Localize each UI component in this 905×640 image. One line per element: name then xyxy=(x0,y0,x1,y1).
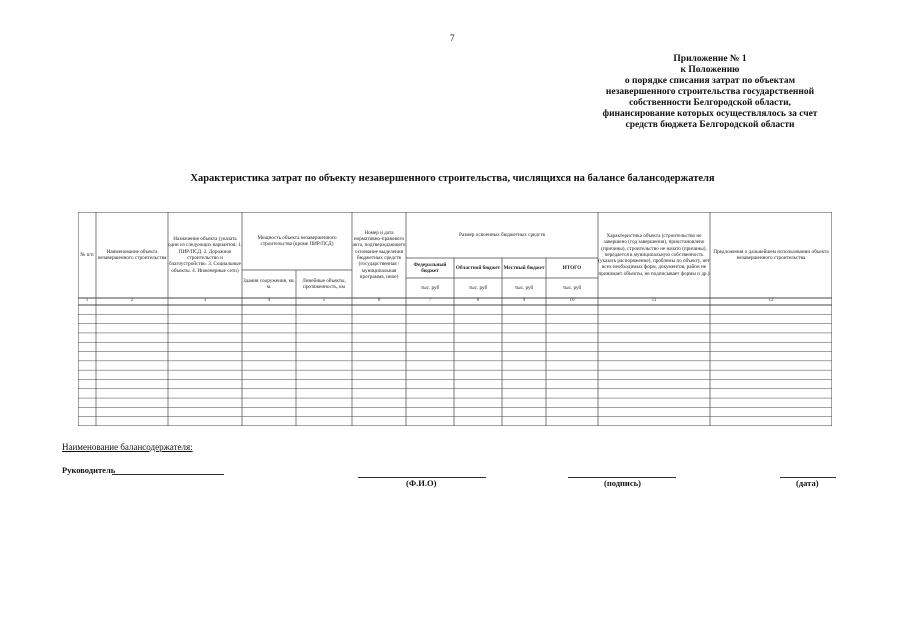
head-label: Руководитель xyxy=(62,465,116,475)
appendix-line: Приложение № 1 xyxy=(673,54,747,64)
column-number-1: 1 xyxy=(85,298,89,304)
header-capacity: Мощность объекта незавершенного строительства (кроме ПИР/ПСД) xyxy=(257,234,337,247)
header-local-budget: Местный бюджет xyxy=(503,264,545,271)
column-number-5: 5 xyxy=(322,298,326,304)
column-number-8: 8 xyxy=(476,298,480,304)
appendix-line: о порядке списания затрат по объектам xyxy=(624,76,796,86)
header-object-type: Назначение объекта (указать один из следующих вариантов: 1. ПИР/ПСД. 2. Дорожное строительство и благоустройство. 3. Социальные объекты. 4. Инженерные сети) xyxy=(168,236,242,274)
column-number-3: 3 xyxy=(203,298,207,304)
balance-holder-label: Наименование балансодержателя: xyxy=(62,442,193,452)
appendix-line: финансирование которых осуществлялось за счет xyxy=(602,109,818,119)
document-title: Характеристика затрат по объекту незавершенного строительства, числящихся на балансе балансодержателя xyxy=(190,173,715,184)
header-legal-act: Номер и дата нормативно-правового акта, подтверждающего основание выделения бюджетных средств (государственная / муниципальная программа, иное) xyxy=(352,229,406,280)
header-object-characteristic: Характеристика объекта (строительство не завершено (год завершения), приостановлено (причины), строительство не начато (причины), передается в муниципальную собственность (указать распоряжение), проблемы по объекту, нет всех необходимых форм, документов, район не принимает объекты, не подписывает формы и др.) xyxy=(598,232,710,277)
header-num: № п/п xyxy=(80,251,94,258)
column-number-10: 10 xyxy=(569,298,575,304)
appendix-reference xyxy=(560,54,860,131)
header-capacity-linear: Линейные объекты, протяженность, км xyxy=(302,277,346,290)
fio-caption: (Ф.И.О) xyxy=(406,478,437,488)
column-number-12: 12 xyxy=(768,298,774,304)
cost-characteristics-table xyxy=(78,212,832,426)
header-budget-funds: Размер освоенных бюджетных средств xyxy=(459,231,545,238)
appendix-line: к Положению xyxy=(680,65,740,75)
header-federal-budget: Федеральный бюджет xyxy=(413,261,447,274)
header-capacity-buildings: Здания сооружения, кв. м. xyxy=(243,277,295,290)
head-signature-line xyxy=(112,474,224,475)
date-caption: (дата) xyxy=(796,478,819,488)
header-total: ИТОГО xyxy=(562,264,582,271)
column-number-4: 4 xyxy=(267,298,271,304)
appendix-line: собственности Белгородской области, xyxy=(629,98,791,108)
unit-local: тыс. руб xyxy=(514,284,534,291)
unit-federal: тыс. руб xyxy=(420,284,440,291)
column-number-2: 2 xyxy=(130,298,134,304)
column-number-9: 9 xyxy=(522,298,526,304)
appendix-line: средств бюджета Белгородской области xyxy=(625,120,795,130)
signature-caption: (подпись) xyxy=(604,478,641,488)
header-object-name: Наименование объекта незавершенного строительства xyxy=(97,248,167,261)
unit-regional: тыс. руб xyxy=(468,284,488,291)
unit-total: тыс. руб xyxy=(562,284,582,291)
column-number-11: 11 xyxy=(651,298,657,304)
column-number-7: 7 xyxy=(428,298,432,304)
page-number: 7 xyxy=(450,33,455,43)
header-regional-budget: Областной бюджет xyxy=(455,264,501,271)
header-usage-proposals: Предложения о дальнейшем использовании объекта незавершенного строительства xyxy=(713,248,829,261)
column-number-6: 6 xyxy=(377,298,381,304)
appendix-line: незавершенного строительства государственной xyxy=(605,87,815,97)
